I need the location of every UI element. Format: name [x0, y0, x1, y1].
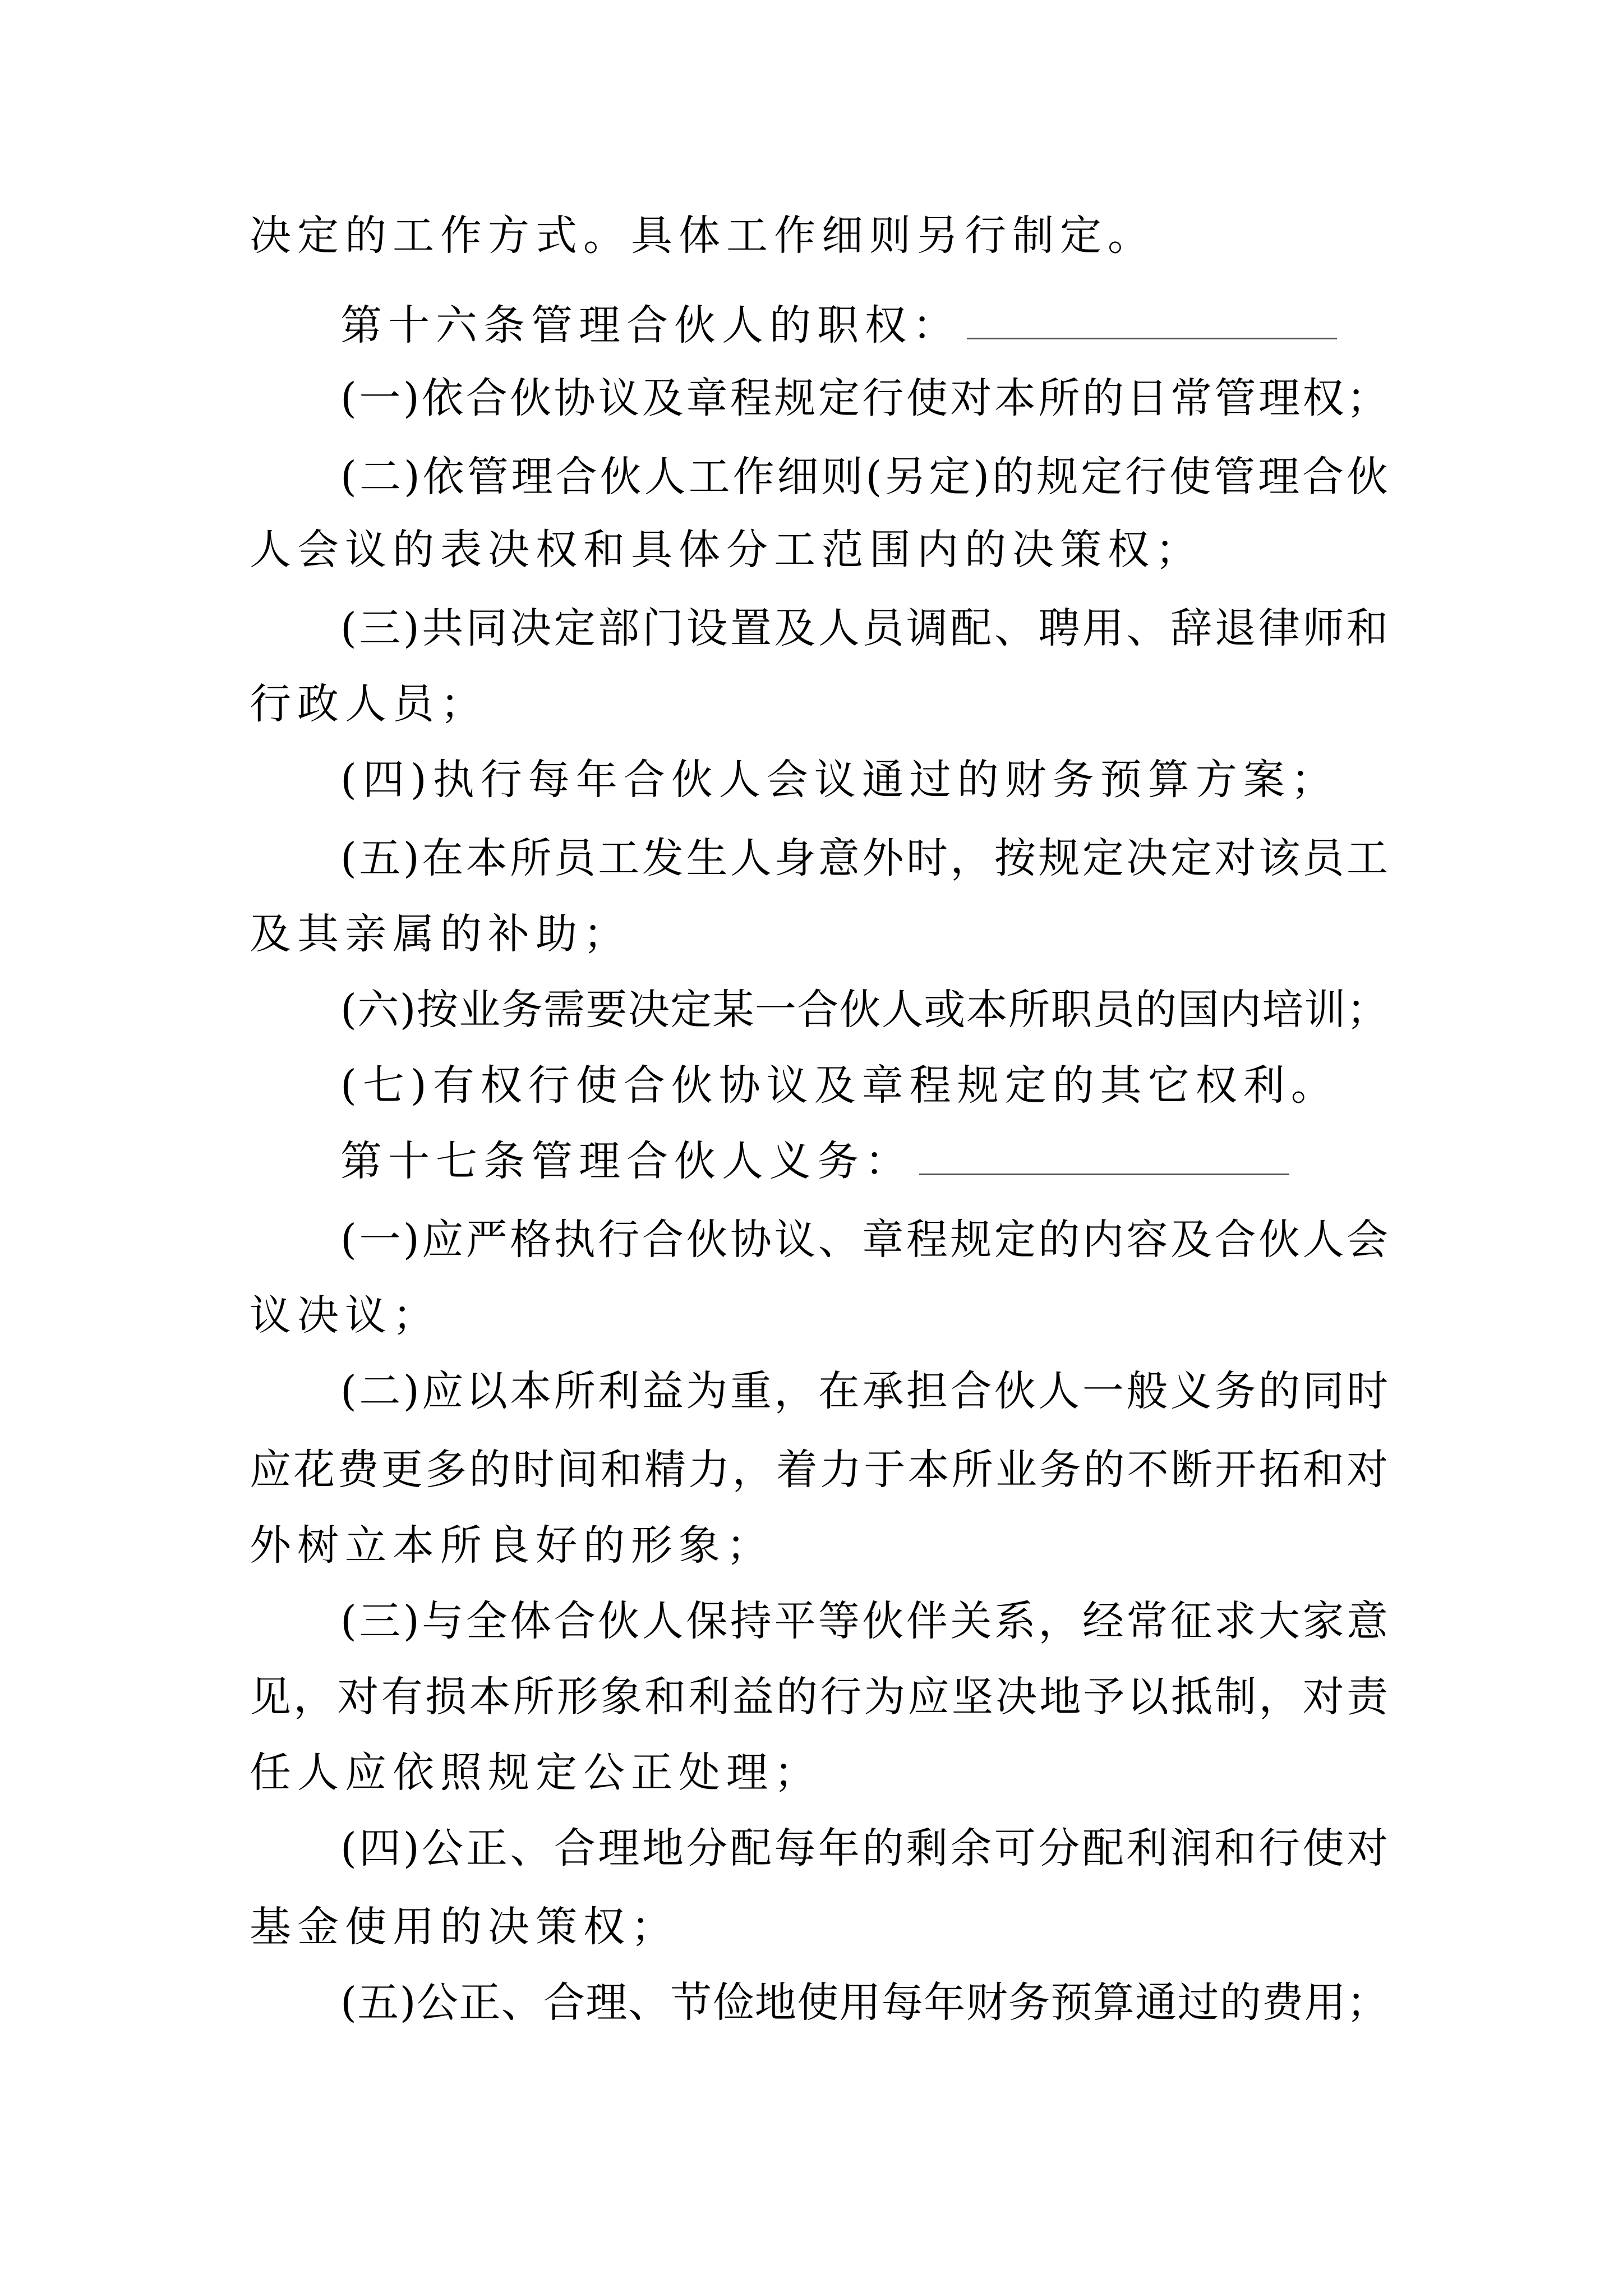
- article-16-title: 第十六条管理合伙人的职权：: [340, 301, 960, 349]
- fill-in-blank[interactable]: [919, 1139, 1289, 1175]
- article-17-title: 第十七条管理合伙人义务：: [340, 1137, 912, 1185]
- document-page: [250, 0, 1388, 2296]
- article-heading: [340, 292, 1388, 359]
- article-heading: [340, 1128, 1388, 1195]
- text-line: 决定的工作方式。具体工作细则另行制定。: [250, 211, 1155, 260]
- text-line: 外树立本所良好的形象；: [250, 1521, 774, 1570]
- text-line: (二)应以本所利益为重，在承担合伙人一般义务的同时: [340, 1367, 1388, 1415]
- text-line: (五)公正、合理、节俭地使用每年财务预算通过的费用；: [340, 1978, 1388, 2027]
- text-line: (二)依管理合伙人工作细则(另定)的规定行使管理合伙: [340, 453, 1388, 501]
- text-line: (一)应严格执行合伙协议、章程规定的内容及合伙人会: [340, 1216, 1388, 1264]
- text-line: 应花费更多的时间和精力，着力于本所业务的不断开拓和对: [250, 1446, 1388, 1494]
- text-line: (五)在本所员工发生人身意外时，按规定决定对该员工: [340, 834, 1388, 882]
- text-line: 议决议；: [250, 1291, 440, 1340]
- text-line: (六)按业务需要决定某一合伙人或本所职员的国内培训；: [340, 986, 1388, 1034]
- text-line: (三)共同决定部门设置及人员调配、聘用、辞退律师和: [340, 604, 1388, 652]
- text-line: 及其亲属的补助；: [250, 910, 631, 958]
- text-line: (四)执行每年合伙人会议通过的财务预算方案；: [340, 756, 1339, 804]
- text-line: 行政人员；: [250, 680, 488, 728]
- text-line: (四)公正、合理地分配每年的剩余可分配利润和行使对: [340, 1824, 1388, 1872]
- text-line: (三)与全体合伙人保持平等伙伴关系，经常征求大家意: [340, 1597, 1388, 1645]
- text-line: 基金使用的决策权；: [250, 1903, 679, 1951]
- text-line: 见，对有损本所形象和利益的行为应坚决地予以抵制，对责: [250, 1673, 1388, 1721]
- text-line: 任人应依照规定公正处理；: [250, 1749, 822, 1797]
- text-line: 人会议的表决权和具体分工范围内的决策权；: [250, 526, 1203, 574]
- text-line: (七)有权行使合伙协议及章程规定的其它权利。: [340, 1061, 1339, 1110]
- text-line: (一)依合伙协议及章程规定行使对本所的日常管理权；: [340, 374, 1388, 422]
- fill-in-blank[interactable]: [967, 303, 1337, 339]
